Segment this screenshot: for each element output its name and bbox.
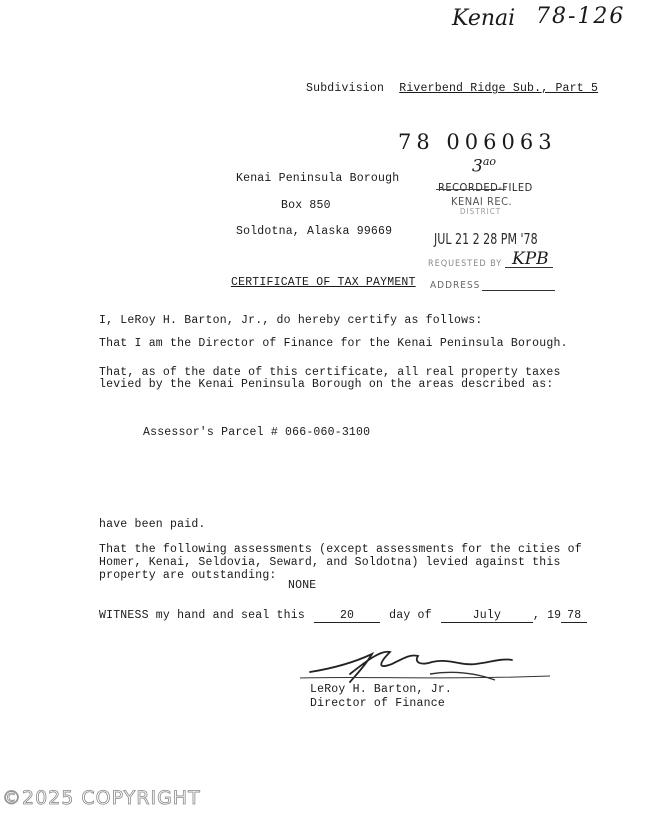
recorded-filed-stamp: RECORDED-FILED (438, 181, 533, 194)
witness-day: 20 (314, 609, 380, 623)
book-suffix: ao (482, 155, 497, 168)
recording-district-line3: DISTRICT (460, 207, 502, 216)
borough-box: Box 850 (281, 199, 331, 212)
taxes-statement-line1: That, as of the date of this certificate, all real property taxes (99, 366, 561, 379)
subdivision-value: Riverbend Ridge Sub., Part 5 (399, 82, 599, 95)
witness-day-of: day of (389, 609, 432, 622)
copyright-watermark: ©2025 COPYRIGHT (2, 787, 201, 809)
paid-statement: have been paid. (99, 518, 206, 531)
witness-line (99, 609, 587, 623)
book-number: $3^{ao}$ (472, 155, 497, 177)
signer-name: LeRoy H. Barton, Jr. (310, 683, 453, 696)
requested-by-initials: KPB (512, 249, 549, 269)
witness-prefix: WITNESS my hand and seal this (99, 609, 305, 622)
certify-statement: I, LeRoy H. Barton, Jr., do hereby certify as follows: (99, 314, 483, 327)
outstanding-value: NONE (288, 579, 317, 592)
signer-title: Director of Finance (310, 697, 445, 710)
borough-city: Soldotna, Alaska 99669 (236, 225, 393, 238)
recording-date-time: JUL 21 2 28 PM '78 (434, 230, 538, 248)
subdivision-label: Subdivision (306, 82, 385, 95)
taxes-statement-line2: levied by the Kenai Peninsula Borough on the areas described as: (99, 378, 554, 391)
witness-year: 78 (561, 609, 587, 623)
witness-year-prefix: , 19 (532, 609, 562, 622)
address-label: ADDRESS (430, 280, 481, 291)
borough-name: Kenai Peninsula Borough (236, 172, 400, 185)
recording-district: KENAI REC. (451, 195, 513, 208)
handwritten-place: Kenai (452, 6, 516, 31)
assessor-parcel: Assessor's Parcel # 066-060-3100 (143, 426, 371, 439)
address-underline (482, 290, 555, 291)
assessments-line3: property are outstanding: (99, 569, 277, 582)
recording-doc-number: 78 006063 (398, 130, 557, 154)
stamp-strike-line (436, 189, 506, 190)
subdivision-line (306, 82, 598, 95)
requested-by-underline (505, 267, 553, 268)
assessments-line1: That the following assessments (except assessments for the cities of (99, 543, 582, 556)
handwritten-file-number: 78-126 (536, 4, 626, 29)
witness-month: July (441, 609, 533, 623)
director-statement: That I am the Director of Finance for the Kenai Peninsula Borough. (99, 337, 568, 350)
assessments-line2: Homer, Kenai, Seldovia, Seward, and Soldotna) levied against this (99, 556, 561, 569)
certificate-title: CERTIFICATE OF TAX PAYMENT (231, 276, 416, 289)
requested-by-label: REQUESTED BY (428, 259, 503, 269)
